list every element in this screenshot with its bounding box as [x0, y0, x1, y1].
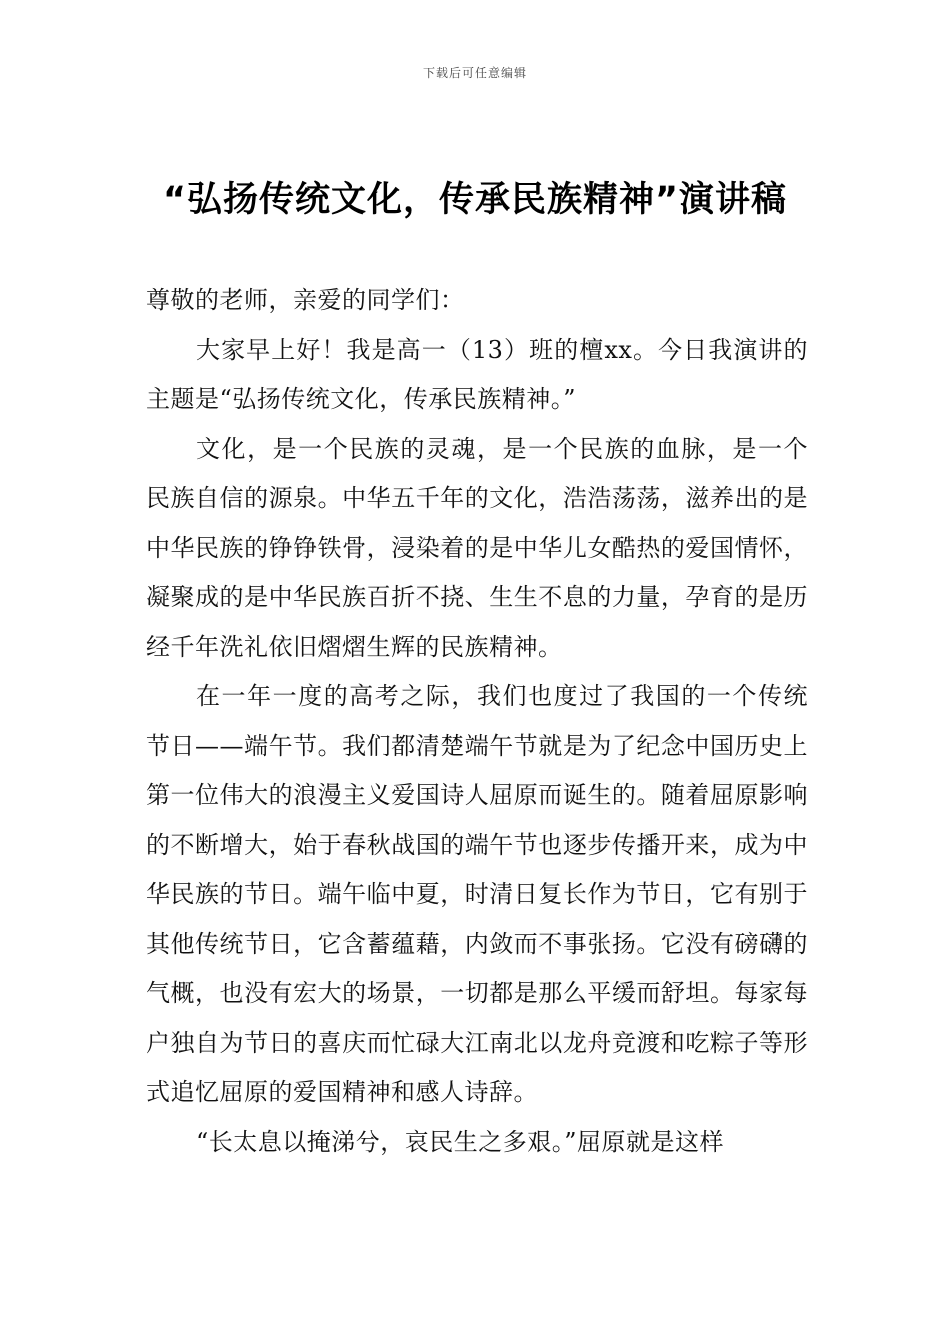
paragraph-greeting: 大家早上好！我是高一（13）班的檀xx。今日我演讲的主题是“弘扬传统文化，传承民族精神。” [146, 335, 808, 413]
paragraph-qu-yuan-quote: “长太息以掩涕兮，哀民生之多艰。”屈原就是这样 [196, 1127, 725, 1156]
salutation: 尊敬的老师，亲爱的同学们： [146, 286, 465, 314]
paragraph-dragon-boat-festival: 在一年一度的高考之际，我们也度过了我国的一个传统节日——端午节。我们都清楚端午节就是为了纪念中国历史上第一位伟大的浪漫主义爱国诗人屈原而诞生的。随着屈原影响的不断增大，始于春秋战国的端午节也逐步传播开来，成为中华民族的节日。端午临中夏，时清日复长作为节日，它有别于其他传统节日，它含蓄蕴藉，内敛而不事张扬。它没有磅礴的气概，也没有宏大的场景，一切都是那么平缓而舒坦。每家每户独自为节日的喜庆而忙碌大江南北以龙舟竞渡和吃粽子等形式追忆屈原的爱国精神和感人诗辞。 [146, 682, 808, 1106]
document-title: “弘扬传统文化，传承民族精神”演讲稿 [162, 180, 787, 220]
document-body [146, 276, 808, 1167]
header-note: 下载后可任意编辑 [422, 66, 527, 80]
paragraph-culture: 文化，是一个民族的灵魂，是一个民族的血脉，是一个民族自信的源泉。中华五千年的文化，浩浩荡荡，滋养出的是中华民族的铮铮铁骨，浸染着的是中华儿女酷热的爱国情怀，凝聚成的是中华民族百折不挠、生生不息的力量，孕育的是历经千年洗礼依旧熠熠生辉的民族精神。 [146, 434, 808, 661]
